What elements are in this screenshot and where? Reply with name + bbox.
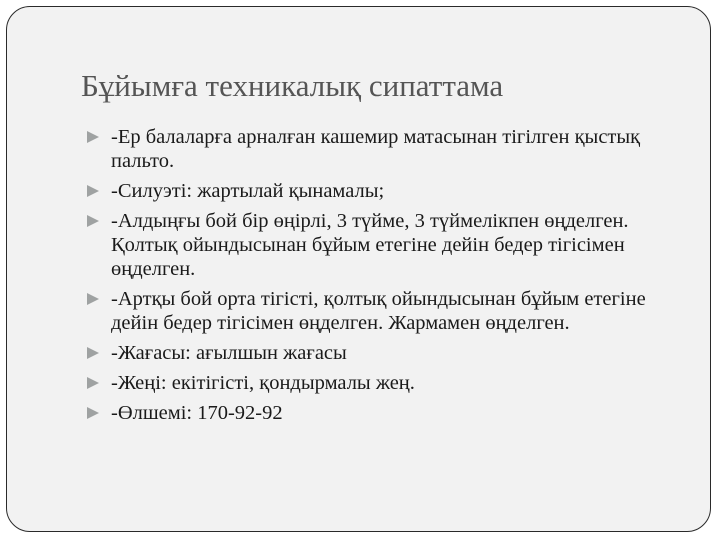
bullet-text: -Өлшемі: 170-92-92 <box>111 402 283 424</box>
bullet-text: -Артқы бой орта тігісті, қолтық ойындысынан бұйым етегіне дейін бедер тігісімен өңделген. Жармамен өңделген. <box>111 288 646 334</box>
bullet-item <box>87 287 687 335</box>
triangle-bullet-icon <box>87 185 99 197</box>
slide-title: Бұйымға техникалық сипаттама <box>81 68 504 103</box>
triangle-bullet-icon <box>87 131 99 143</box>
bullet-item <box>87 125 687 173</box>
triangle-bullet-icon <box>87 293 99 305</box>
bullet-item <box>87 341 687 365</box>
bullet-list <box>87 125 687 431</box>
bullet-item <box>87 179 687 203</box>
triangle-bullet-icon <box>87 407 99 419</box>
bullet-text: -Силуэті: жартылай қынамалы; <box>111 180 385 202</box>
bullet-item <box>87 371 687 395</box>
bullet-text: -Жеңі: екітігісті, қондырмалы жең. <box>111 372 415 394</box>
bullet-text: -Жағасы: ағылшын жағасы <box>111 342 347 364</box>
slide-frame <box>6 6 711 532</box>
triangle-bullet-icon <box>87 347 99 359</box>
bullet-text: -Ер балаларға арналған кашемир матасынан тігілген қыстық пальто. <box>111 126 641 172</box>
triangle-bullet-icon <box>87 377 99 389</box>
bullet-item <box>87 209 687 281</box>
triangle-bullet-icon <box>87 215 99 227</box>
bullet-item <box>87 401 687 425</box>
bullet-text: -Алдыңғы бой бір өңірлі, 3 түйме, 3 түймелікпен өңделген. Қолтық ойындысынан бұйым етегіне дейін бедер тігісімен өңделген. <box>111 210 629 280</box>
